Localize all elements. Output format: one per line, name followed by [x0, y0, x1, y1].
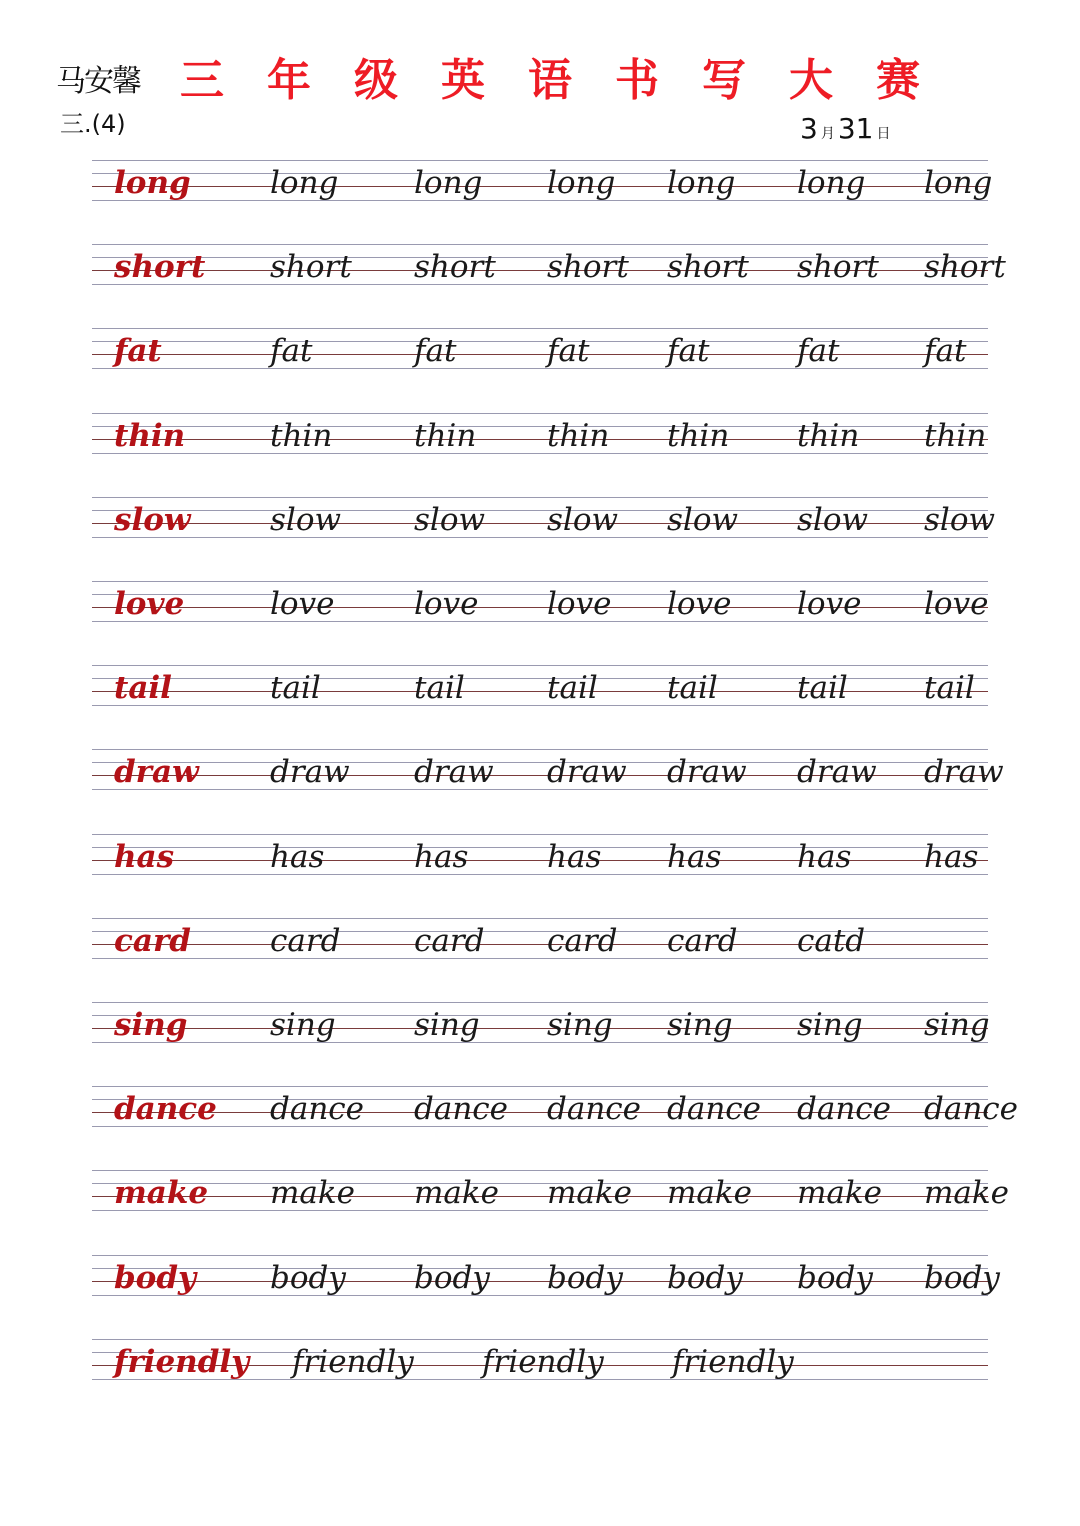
practice-word: love — [797, 586, 862, 622]
practice-word: tail — [270, 670, 321, 707]
practice-row — [92, 244, 1006, 298]
row-words — [92, 1170, 1010, 1224]
row-words — [92, 665, 988, 719]
practice-word: has — [797, 838, 852, 875]
practice-row — [92, 497, 996, 551]
practice-word: body — [797, 1259, 873, 1296]
practice-row — [92, 160, 993, 214]
practice-word: make — [667, 1175, 753, 1212]
practice-word: sing — [924, 1007, 990, 1043]
practice-word: slow — [924, 501, 996, 538]
practice-word: long — [667, 165, 736, 201]
practice-word: long — [924, 165, 993, 201]
row-words — [92, 918, 988, 972]
practice-word: love — [270, 586, 335, 622]
row-words — [92, 497, 996, 551]
practice-row — [92, 1339, 988, 1393]
date-stamp — [800, 112, 893, 145]
practice-word: body — [414, 1259, 490, 1296]
title-char: 赛 — [876, 55, 920, 106]
practice-word: thin — [667, 417, 730, 454]
practice-word: tail — [924, 670, 975, 707]
practice-word: friendly — [672, 1343, 794, 1380]
practice-word: slow — [270, 501, 342, 538]
practice-word: fat — [667, 333, 710, 370]
model-word: card — [114, 922, 191, 959]
practice-row — [92, 665, 988, 719]
date-month: 3 — [800, 112, 818, 145]
row-words — [92, 834, 988, 888]
practice-word: body — [547, 1259, 623, 1296]
title-char: 语 — [528, 55, 572, 106]
practice-word: slow — [547, 501, 619, 538]
author-name: 马安馨 — [56, 64, 140, 99]
practice-word: love — [667, 586, 732, 622]
practice-word: has — [547, 838, 602, 875]
practice-word: slow — [414, 501, 486, 538]
practice-word: sing — [414, 1007, 480, 1043]
practice-word: thin — [270, 417, 333, 454]
practice-word: long — [547, 165, 616, 201]
practice-word: long — [270, 165, 339, 201]
model-word: body — [114, 1259, 197, 1296]
practice-word: has — [667, 838, 722, 875]
model-word: slow — [114, 501, 191, 538]
practice-word: card — [547, 922, 618, 959]
practice-word: long — [797, 165, 866, 201]
model-word: thin — [114, 417, 186, 454]
model-word: draw — [114, 754, 199, 791]
practice-word: long — [414, 165, 483, 201]
model-word: has — [114, 838, 175, 875]
author-class: 三.(4) — [60, 110, 126, 138]
model-word: love — [114, 586, 185, 622]
practice-row — [92, 1086, 1018, 1140]
practice-word: fat — [924, 333, 967, 370]
practice-word: love — [547, 586, 612, 622]
practice-word: love — [924, 586, 989, 622]
row-words — [92, 1002, 988, 1056]
practice-word: draw — [414, 754, 494, 791]
model-word: long — [114, 165, 191, 201]
practice-word: short — [797, 249, 879, 286]
practice-word: dance — [667, 1091, 761, 1128]
practice-word: fat — [797, 333, 840, 370]
date-month-unit: 月 — [820, 126, 835, 142]
practice-word: sing — [797, 1007, 863, 1043]
title-char: 大 — [789, 55, 833, 106]
practice-word: dance — [270, 1091, 364, 1128]
practice-word: short — [924, 249, 1006, 286]
practice-row — [92, 1255, 1000, 1309]
practice-word: thin — [924, 417, 987, 454]
practice-word: body — [270, 1259, 346, 1296]
row-words — [92, 413, 988, 467]
model-word: fat — [114, 333, 162, 370]
practice-word: card — [270, 922, 341, 959]
practice-word: draw — [547, 754, 627, 791]
practice-word: has — [924, 838, 979, 875]
practice-word: make — [924, 1175, 1010, 1212]
practice-word: body — [667, 1259, 743, 1296]
practice-word: short — [667, 249, 749, 286]
model-word: make — [114, 1175, 209, 1212]
practice-word: draw — [270, 754, 350, 791]
practice-word: thin — [547, 417, 610, 454]
row-words — [92, 244, 1006, 298]
row-words — [92, 1339, 988, 1393]
practice-word: thin — [797, 417, 860, 454]
title-char: 书 — [615, 55, 659, 106]
row-words — [92, 1086, 1018, 1140]
page-title — [180, 44, 920, 108]
practice-word: thin — [414, 417, 477, 454]
practice-word: draw — [924, 754, 1004, 791]
row-words — [92, 160, 993, 214]
practice-word: tail — [797, 670, 848, 707]
practice-word: slow — [797, 501, 869, 538]
practice-word: card — [667, 922, 738, 959]
title-char: 写 — [702, 55, 746, 106]
practice-word: make — [414, 1175, 500, 1212]
practice-word: friendly — [292, 1343, 414, 1380]
practice-word: has — [270, 838, 325, 875]
practice-word: tail — [547, 670, 598, 707]
model-word: sing — [114, 1007, 188, 1043]
practice-row — [92, 749, 1004, 803]
practice-word: dance — [924, 1091, 1018, 1128]
practice-word: short — [547, 249, 629, 286]
practice-word: slow — [667, 501, 739, 538]
title-char: 级 — [354, 55, 398, 106]
practice-row — [92, 834, 988, 888]
practice-word: fat — [414, 333, 457, 370]
practice-word: short — [414, 249, 496, 286]
practice-word: fat — [270, 333, 313, 370]
model-word: dance — [114, 1091, 217, 1128]
practice-word: dance — [547, 1091, 641, 1128]
practice-word: dance — [797, 1091, 891, 1128]
practice-word: make — [547, 1175, 633, 1212]
date-day-unit: 日 — [876, 126, 891, 142]
practice-word: has — [414, 838, 469, 875]
row-words — [92, 328, 988, 382]
model-word: friendly — [114, 1343, 250, 1380]
practice-word: friendly — [482, 1343, 604, 1380]
title-char: 三 — [180, 55, 224, 106]
practice-word: draw — [667, 754, 747, 791]
practice-word: short — [270, 249, 352, 286]
practice-word: tail — [414, 670, 465, 707]
practice-row — [92, 581, 988, 635]
practice-word: dance — [414, 1091, 508, 1128]
practice-word: sing — [270, 1007, 336, 1043]
row-words — [92, 749, 1004, 803]
practice-word: fat — [547, 333, 590, 370]
practice-word: draw — [797, 754, 877, 791]
practice-row — [92, 328, 988, 382]
date-day: 31 — [837, 112, 874, 145]
practice-word: catd — [797, 922, 866, 959]
model-word: tail — [114, 670, 172, 707]
row-words — [92, 581, 988, 635]
practice-row — [92, 413, 988, 467]
title-char: 英 — [441, 55, 485, 106]
practice-word: sing — [667, 1007, 733, 1043]
title-char: 年 — [267, 55, 311, 106]
model-word: short — [114, 249, 206, 286]
practice-row — [92, 1170, 1010, 1224]
practice-row — [92, 1002, 988, 1056]
practice-word: body — [924, 1259, 1000, 1296]
practice-word: love — [414, 586, 479, 622]
practice-word: make — [270, 1175, 356, 1212]
row-words — [92, 1255, 1000, 1309]
practice-word: tail — [667, 670, 718, 707]
practice-row — [92, 918, 988, 972]
practice-word: make — [797, 1175, 883, 1212]
practice-word: card — [414, 922, 485, 959]
practice-word: sing — [547, 1007, 613, 1043]
